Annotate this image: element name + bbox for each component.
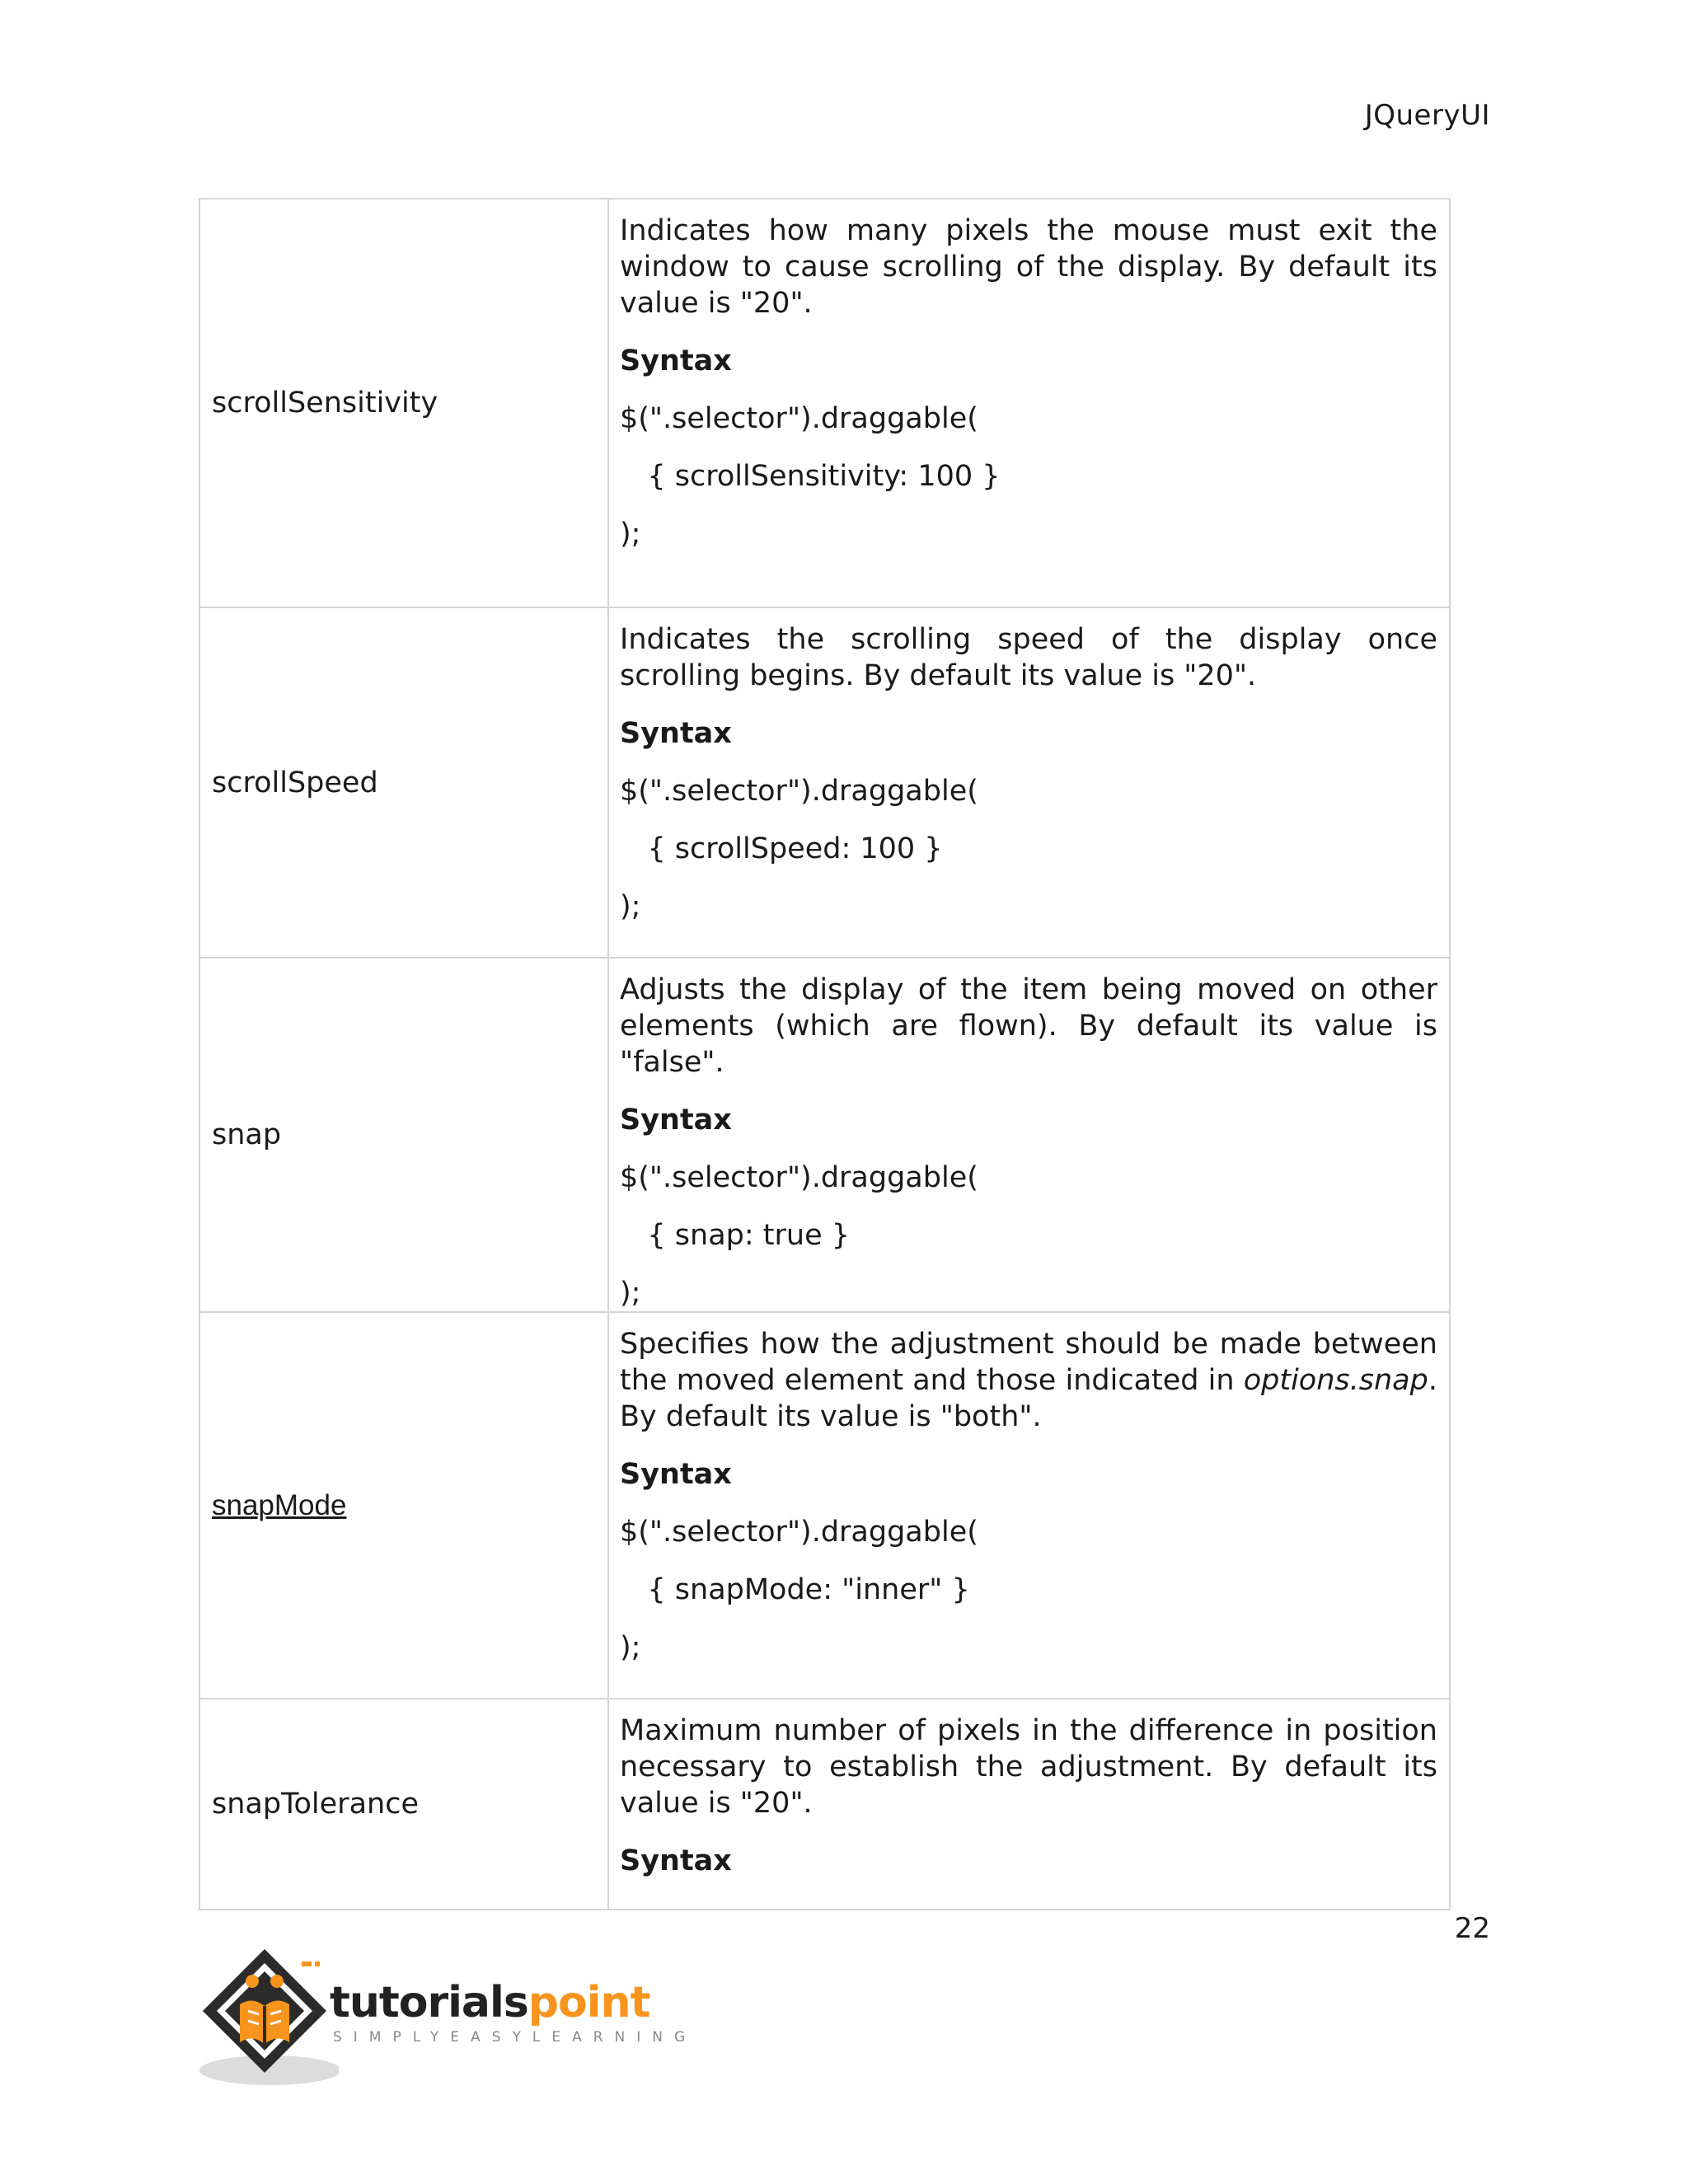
code-line: { snapMode: "inner" } <box>620 1573 970 1606</box>
page-number: 22 <box>1454 1912 1490 1945</box>
option-description-cell <box>608 1699 1450 1910</box>
option-description: Maximum number of pixels in the difference in position necessary to establish the adjustment. By default its value is "20". <box>620 1714 1437 1820</box>
code-line: { snap: true } <box>620 1219 850 1252</box>
logo-text-point: point <box>528 1978 650 2027</box>
description-text: Specifies how the adjustment should be made between the moved element and those indicated in <box>620 1328 1437 1397</box>
snapmode-link[interactable]: snapMode <box>212 1488 347 1521</box>
table-row <box>199 1699 1450 1910</box>
logo-emblem-icon <box>195 1945 339 2089</box>
option-description-cell <box>608 958 1450 1312</box>
syntax-label: Syntax <box>620 1458 732 1491</box>
option-name: snap <box>212 1118 282 1151</box>
table-row <box>199 607 1450 958</box>
description-emphasis: options.snap <box>1243 1364 1428 1397</box>
option-description-cell <box>608 607 1450 958</box>
syntax-label: Syntax <box>620 1844 732 1877</box>
tutorialspoint-logo <box>195 1945 697 2093</box>
document-title: JQueryUI <box>1364 99 1490 132</box>
table-row <box>199 199 1450 607</box>
code-line: ); <box>620 1631 641 1664</box>
option-name-cell <box>199 607 608 958</box>
option-name-cell <box>199 199 608 607</box>
syntax-label: Syntax <box>620 344 732 377</box>
option-name-cell <box>199 958 608 1312</box>
option-description: Indicates how many pixels the mouse must exit the window to cause scrolling of the display. By default its value is "20". <box>620 214 1437 320</box>
code-line: ); <box>620 518 641 551</box>
option-description: Adjusts the display of the item being moved on other elements (which are flown). By default its value is "false". <box>620 973 1437 1079</box>
code-line: { scrollSensitivity: 100 } <box>620 460 1001 493</box>
logo-text-tutorials: tutorials <box>330 1978 528 2027</box>
code-line: ); <box>620 1277 641 1310</box>
syntax-label: Syntax <box>620 1104 732 1137</box>
option-description <box>620 1326 1437 1435</box>
option-name: scrollSpeed <box>212 766 378 799</box>
code-line: { scrollSpeed: 100 } <box>620 832 943 865</box>
option-name-cell <box>199 1699 608 1910</box>
option-description: Indicates the scrolling speed of the display once scrolling begins. By default its value is "20". <box>620 623 1437 692</box>
logo-tagline: SIMPLYEASYLEARNING <box>333 2029 697 2046</box>
description-text: . By default its value is "both". <box>620 1364 1437 1433</box>
logo-wordmark <box>330 1978 649 2027</box>
code-line: $(".selector").draggable( <box>620 402 978 435</box>
option-description-cell <box>608 199 1450 607</box>
code-line: $(".selector").draggable( <box>620 775 978 808</box>
options-table <box>199 198 1451 1910</box>
table-row <box>199 1312 1450 1699</box>
option-name: snapTolerance <box>212 1788 419 1821</box>
syntax-label: Syntax <box>620 717 732 750</box>
code-line: $(".selector").draggable( <box>620 1161 978 1194</box>
option-name: scrollSensitivity <box>212 387 438 419</box>
option-name-cell <box>199 1312 608 1699</box>
code-line: $(".selector").draggable( <box>620 1516 978 1549</box>
code-line: ); <box>620 890 641 923</box>
table-row <box>199 958 1450 1312</box>
option-description-cell <box>608 1312 1450 1699</box>
